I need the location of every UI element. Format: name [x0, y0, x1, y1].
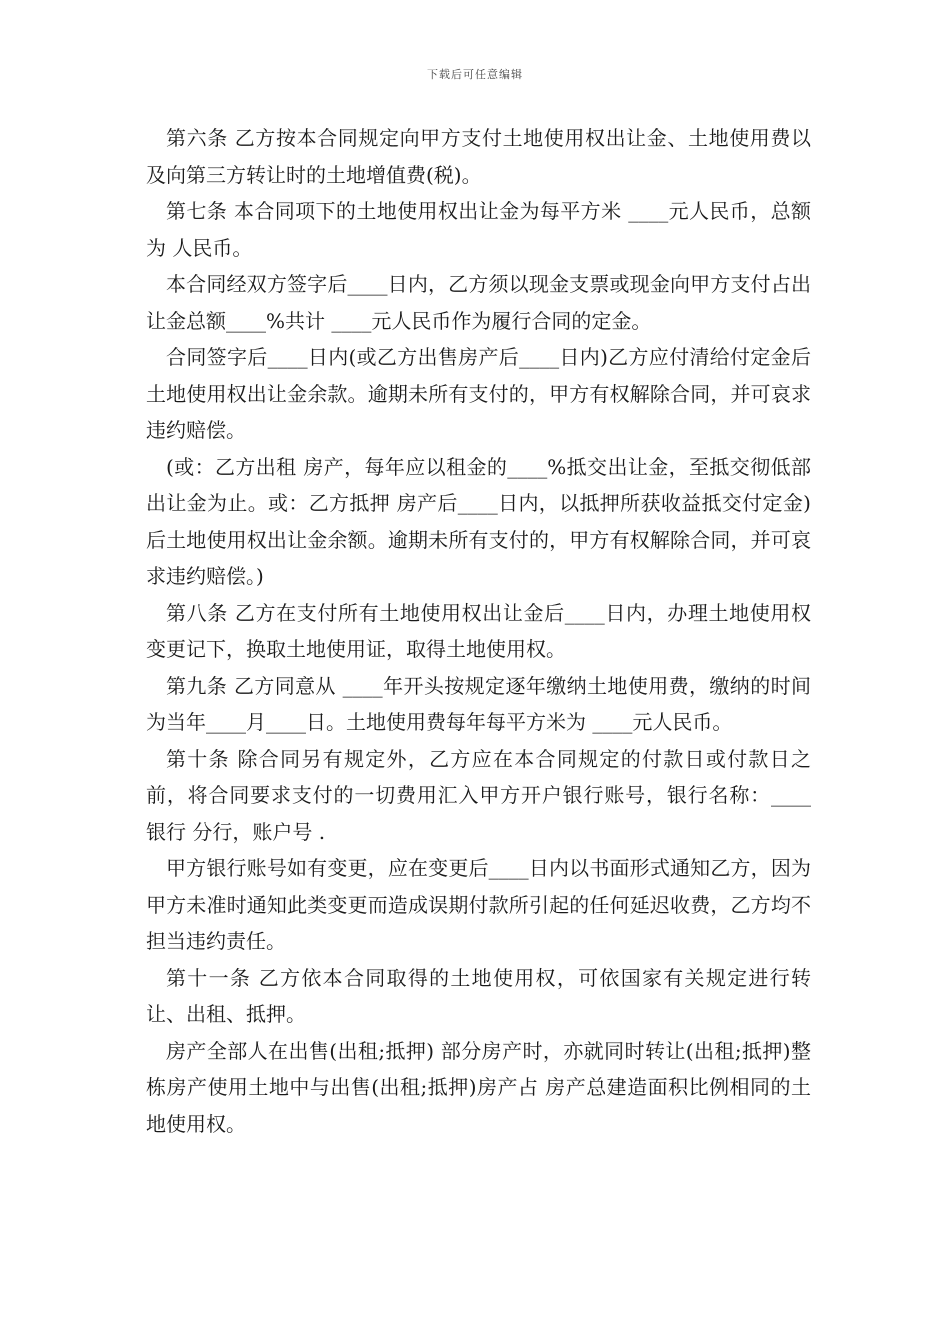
balance-payment-paragraph: 合同签字后____日内(或乙方出售房产后____日内)乙方应付清给付定金后土地使用权出让金余款。逾期未所有支付的，甲方有权解除合同，并可哀求违约赔偿。: [146, 345, 811, 442]
alternative-payment-paragraph: (或：乙方出租 房产，每年应以租金的____%抵交出让金，至抵交彻低部出让金为止。或：乙方抵押 房产后____日内，以抵押所获收益抵交付定金)后土地使用权出让金余额。逾期未所有支付的，甲方有权解除合同，并可哀求违约赔偿。): [146, 454, 811, 588]
document-body: [146, 120, 811, 1142]
article-7-paragraph: 第七条 本合同项下的土地使用权出让金为每平方米 ____元人民币，总额为 人民币。: [146, 199, 811, 260]
property-transfer-paragraph: 房产全部人在出售(出租;抵押) 部分房产时，亦就同时转让(出租;抵押)整栋房产使用土地中与出售(出租;抵押)房产占 房产总建造面积比例相同的土地使用权。: [146, 1038, 811, 1136]
bank-change-paragraph: 甲方银行账号如有变更，应在变更后____日内以书面形式通知乙方，因为甲方未准时通知此类变更而造成误期付款所引起的任何延迟收费，乙方均不担当违约责任。: [146, 856, 811, 953]
article-6-paragraph: 第六条 乙方按本合同规定向甲方支付土地使用权出让金、土地使用费以及向第三方转让时的土地增值费(税)。: [146, 126, 811, 187]
article-9-paragraph: 第九条 乙方同意从 ____年开头按规定逐年缴纳土地使用费，缴纳的时间为当年____月____日。土地使用费每年每平方米为 ____元人民币。: [146, 673, 811, 734]
deposit-paragraph: 本合同经双方签字后____日内，乙方须以现金支票或现金向甲方支付占出让金总额____%共计 ____元人民币作为履行合同的定金。: [146, 272, 811, 333]
article-11-paragraph: 第十一条 乙方依本合同取得的土地使用权，可依国家有关规定进行转让、出租、抵押。: [146, 965, 811, 1026]
page-header: 下载后可任意编辑: [427, 68, 523, 81]
article-8-paragraph: 第八条 乙方在支付所有土地使用权出让金后____日内，办理土地使用权变更记下，换取土地使用证，取得土地使用权。: [146, 600, 811, 661]
article-10-paragraph: 第十条 除合同另有规定外，乙方应在本合同规定的付款日或付款日之前，将合同要求支付的一切费用汇入甲方开户银行账号，银行名称：____ 银行 分行，账户号 .: [146, 746, 811, 844]
